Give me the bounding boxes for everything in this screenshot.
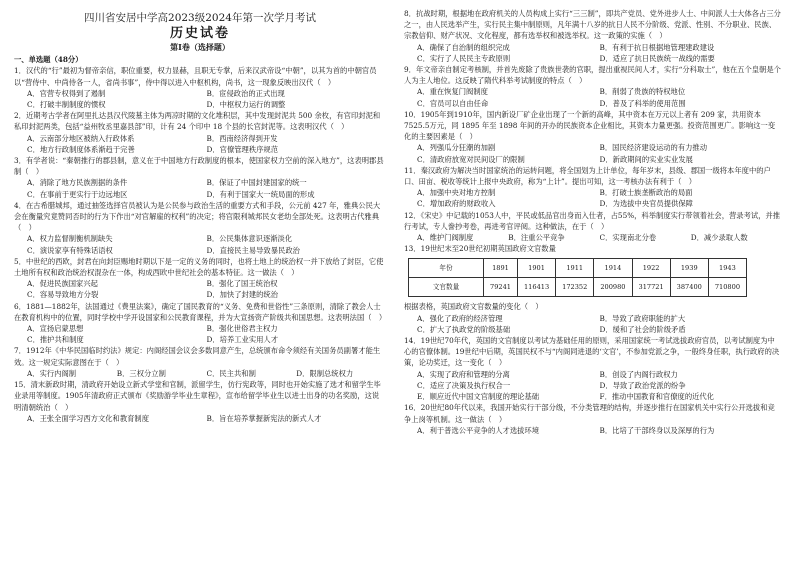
option-group [404, 187, 782, 209]
question-stem: 10．1905年到1910年，国内新设厂矿企业出现了一个新的高峰，其中资本在万元以上者有 209 家，共用资本 7525.5万元，同 1895 年至 1898 年间的开办的民族资本企业相比，其资本力量更强。投资范围更广。影响这一变化的主要因素是（ ） [404, 109, 776, 142]
question-item [14, 200, 386, 256]
answer-option: C．清政府放宽对民间设厂的限制 [417, 154, 525, 164]
answer-option: B．宦侵政治的正式出现 [206, 88, 285, 98]
answer-option: B．旨在培养掌握新宪法的新式人才 [206, 413, 322, 423]
answer-option: B．公民集体意识逐渐淡化 [206, 234, 293, 244]
option-group [404, 42, 782, 64]
answer-option: C．地方行政制度体系渐趋于完善 [27, 144, 135, 154]
table-cell: 317721 [632, 278, 670, 297]
answer-option: A．促进民族国家兴起 [27, 279, 98, 289]
answer-option: B．注重公平竞争 [508, 233, 565, 243]
question-stem: 2．近期考古学者在阿里扎达县汉代陵墓主体为两凉时期的文化堆积层，其中发现封泥共 500 余枚，有官印封泥和私印封泥两类，包括“益州牧丞里嘉县部”印，计有 24 个印中 18 个县的长官封泥等。这表明汉代（ ） [14, 111, 381, 132]
answer-option: D．为选拔中央官员提供保障 [599, 199, 693, 209]
question-item [404, 402, 782, 436]
option-group [14, 368, 386, 379]
question-item [14, 256, 386, 301]
table-cell: 1943 [708, 259, 746, 278]
answer-option: D．加快了封建的统治 [206, 290, 279, 300]
answer-option: B．比培了干部终身以及深厚的行为 [599, 425, 715, 435]
question-stem: 12．《宋史》中记载的1053人中，平民或低品官出身而入仕者，占55%，科举制度实行带领着社会，营录考试，并推行考试，专人誊抄考卷，再进考官评阅。这种做法，在于（ ） [404, 210, 781, 231]
table-header-cell: 文官数量 [409, 278, 484, 297]
question-item [404, 8, 782, 64]
option-group [14, 323, 386, 345]
answer-option: A．确保了自治制的组织完成 [417, 42, 510, 52]
question-stem: 根据表格，英国政府文官数量的变化（ ） [404, 302, 543, 312]
option-group [14, 133, 386, 155]
answer-option: B．导致了政府职能的扩大 [599, 313, 686, 323]
left-column [14, 0, 386, 424]
table-row [409, 278, 747, 297]
answer-option: D．普及了科举的使用范围 [599, 98, 686, 108]
question-stem: 11．秦汉政府为解决当时国家统治的运转问题，将全国划为上计单位，每年岁末，县级、郡国一级将本年度中的户口、田亩、税收等统计上报中央政府，称为“上计”。提出可知，这一考核办法有利于（ ） [404, 165, 771, 187]
question-item [14, 155, 386, 200]
answer-option: C．扩大了执政党的阶级基础 [417, 324, 511, 334]
table-cell: 1939 [670, 259, 708, 278]
answer-option: D．官僚管理秩序规范 [206, 144, 279, 154]
answer-option: B．创设了内阁行政权力 [599, 369, 678, 379]
civil-servant-table [408, 258, 747, 297]
option-group [14, 177, 386, 199]
exam-header [14, 11, 386, 54]
right-question-list [404, 0, 782, 436]
question-item [404, 301, 782, 335]
option-group [404, 369, 782, 403]
option-group [14, 413, 386, 424]
option-group [14, 233, 386, 255]
question-item [404, 243, 782, 254]
answer-option: E．顺应近代中国文官制度的理论基础 [417, 392, 540, 402]
answer-option: A．强化了政府的经济管理 [417, 313, 503, 323]
answer-option: C．增加政府的财政收入 [417, 199, 496, 209]
answer-option: D．限制总统权力 [296, 368, 354, 378]
section-heading: 一、单选题（48分） [14, 55, 83, 64]
left-question-list [14, 65, 386, 424]
answer-option: A．消除了地方民族割据的条件 [27, 178, 128, 188]
right-column [404, 0, 782, 436]
answer-option: A．权力监督制衡机制缺失 [27, 234, 113, 244]
answer-option: C．推护共和制度 [27, 335, 84, 345]
option-group [404, 313, 782, 335]
question-stem: 3．有学者说：“秦朝推行的郡县制，意义在于中国地方行政制度的根本，使国家权力空前的深入地方”，这表明郡县制（ ） [14, 156, 384, 177]
table-header-cell: 年份 [409, 259, 484, 278]
answer-option: D．减少录取人数 [690, 233, 748, 243]
question-stem: 1．汉代的“行”最初为督帝亲信，职位重要，权力显赫，且职无专掌，后来汉武帝设“中朝”，以其为首的中朝官员以“营侍中、中尚侍各一人，省尚书事”，侍中得以进入中枢机构，尚书，这一现象反映出汉代（ ） [14, 66, 377, 87]
answer-option: B．强化世俗君主权力 [206, 324, 278, 334]
answer-option: D．直接民主易导致暴民政治 [206, 245, 300, 255]
question-stem: 14．19世纪70年代，英国的文官制度以考试为基础任用的原则，采用国家统一考试选拔政府官员，以考试制度为中心的官僚体制。19世纪中后期，英国民权不与“内阁同进退的‘文官’，不参加党派之争，一般终身任职，执行政府的决策，论功奖迁，这一变化（ ） [404, 336, 780, 368]
question-stem: 9．年文帝亲自制定考核制，并首先废除了贵族世袭的官职，提出重视民间人才，实行“分科取士”，他在五个皇朝是个人为主人地位。这反映了隋代科举考试制度的特点（ ） [404, 65, 781, 86]
answer-option: B．强化了国王统治权 [206, 279, 278, 289]
answer-option: D．新政期间的实业实业发展 [599, 154, 693, 164]
table-cell: 172352 [556, 278, 594, 297]
answer-option: A．实行内阁制 [27, 368, 77, 378]
answer-option: B．保证了中国封建国家的统一 [206, 178, 307, 188]
answer-option: A．维护门阀制度 [417, 233, 474, 243]
option-group [14, 88, 386, 110]
answer-option: C．实行了人民民主专政原则 [417, 53, 511, 63]
question-item [404, 64, 782, 109]
question-stem: 5．中世纪的西欧，封君在向封臣赐地时期以下是一定的义务的同时，也将土地上的统治权一并下放给了封臣，它使土地所有权和政治统治权混杂在一体，构成西欧中世纪社会的基本特征。这一做法（ ） [14, 256, 384, 278]
question-stem: 4．在古希腊城邦，通过抽签选择官员被认为是公民参与政治生活的重要方式和手段，公元前 427 年，雅典公民大会在衡量究竟赞同否时的行为下作出“对官解雇的权利”的决定；将官限利城邦民女老幼全部处死。这表明古代雅典（ ） [14, 200, 381, 233]
table-cell: 1901 [517, 259, 555, 278]
table-cell: 200980 [594, 278, 632, 297]
answer-option: B．国民经济建设运动的有力推动 [599, 143, 708, 153]
option-group [404, 425, 782, 436]
question-item [14, 301, 386, 346]
answer-option: B．西南经济得到开发 [206, 133, 278, 143]
answer-option: B．削弱了贵族的特权地位 [599, 87, 686, 97]
answer-option: D．缓和了社会的阶级矛盾 [599, 324, 686, 334]
answer-option: A．列强瓜分狂潮的加剧 [417, 143, 496, 153]
answer-option: B．有利于抗日根据地管理建政建设 [599, 42, 715, 52]
answer-option: C．官员可以自由任命 [417, 98, 489, 108]
answer-option: C．民主共和制 [206, 368, 256, 378]
option-group [404, 232, 782, 243]
question-stem: 16．20世纪80年代以来，我国开始实行干部分级，不分类管理的结构，并逐步推行在国家机关中实行公开选拔和竞争上岗等机制。这一做法（ ） [404, 403, 775, 424]
table-row [409, 259, 747, 278]
option-group [404, 86, 782, 108]
answer-option: C．容易导致地方分裂 [27, 290, 99, 300]
answer-option: D．导致了政治党派的纷争 [599, 380, 686, 390]
question-item [14, 65, 386, 110]
answer-option: D．适应了抗日民族统一战线的需要 [599, 53, 715, 63]
question-item [404, 165, 782, 210]
subject-title: 历史试卷 [169, 26, 230, 41]
table-cell: 1922 [632, 259, 670, 278]
answer-option: A．王张全面学习西方文化和教育制度 [27, 413, 150, 423]
question-stem: 6．1881—1882年，法国通过《费里法案》，确定了国民教育的“义务、免费和世俗性”三条原则，清除了教会人士在教育机构中的位置，同时学校中学开设国家和公民教育课程，并为大宣扬资产阶级共和国思想。这表明法国（ ） [14, 301, 387, 322]
answer-option: C．实现南北分卷 [599, 233, 657, 243]
table-cell: 1911 [556, 259, 594, 278]
table-cell: 710800 [708, 278, 746, 297]
answer-option: A．重在恢复门阀制度 [417, 87, 488, 97]
answer-option: A．加强中央对地方控制 [417, 188, 496, 198]
question-stem: 15．清末新政时期，清政府开始设立新式学堂和官制，派留学生，仿行宪政等，同时也开始实施了选才和留学生毕业录用等制度。1905年清政府正式颁布《奖励游学毕业生章程》，宣布给留学毕业生以进士出身的功名奖励，这说明清朝统治（ ） [14, 380, 381, 412]
table-cell: 1891 [484, 259, 518, 278]
part-title: 第I卷（选择题） [170, 42, 230, 52]
answer-option: D．培养工业实用人才 [206, 335, 279, 345]
answer-option: D．中枢权力运行的调整 [206, 100, 286, 110]
table-cell: 79241 [484, 278, 518, 297]
answer-option: C．在事前于更实行于边远地区 [27, 189, 128, 199]
answer-option: C．适应了决策及执行权合一 [417, 380, 511, 390]
question-item [14, 379, 386, 424]
answer-option: A．利于普选公平竞争的人才选拔环境 [417, 425, 540, 435]
exam-title: 四川省安居中学高2023级2024年第一次学月考试 [84, 12, 316, 24]
question-stem: 8．抗战时期，根据地在政府机关的人员构成上实行“三三制”，即共产党员、党外进步人士、中间派人士大体各占三分之一，由人民选举产生，实行民主集中制原则，凡年满十八岁的抗日人民不分阶级、党派、性别、不分职业、民族、宗教信仰、财产状况、文化程度，都有选举权和被选举权。这一政策的实施（ ） [404, 9, 781, 41]
table-cell: 387400 [670, 278, 708, 297]
answer-option: C．打破丰制制度的惯权 [27, 100, 106, 110]
table-cell: 116413 [517, 278, 555, 297]
answer-option: A．实现了政府和管理的分离 [417, 369, 510, 379]
option-group [404, 142, 782, 164]
answer-option: C．演说家享有特殊话语权 [27, 245, 113, 255]
answer-option: A．宣扬启蒙思想 [27, 324, 84, 334]
answer-option: D．有利于国家大一统局面的形成 [206, 189, 315, 199]
option-group [14, 278, 386, 300]
answer-option: F．推动中国教育和官僚度的近代化 [599, 392, 715, 402]
answer-option: A．云南部分地区被纳入行政体系 [27, 133, 135, 143]
question-item [14, 345, 386, 379]
answer-option: B．三权分立制 [116, 368, 166, 378]
answer-option: B．打破士族垄断政治的局面 [599, 188, 693, 198]
question-item [14, 110, 386, 155]
question-item [404, 335, 782, 402]
table-cell: 1914 [594, 259, 632, 278]
question-stem: 7．1912年《中华民国临时约法》规定：内阁经国会议会多数同意产生，总统颁布命令须经有关国务员副署才能生效。这一规定实际意图在于（ ） [14, 346, 381, 367]
question-item [404, 210, 782, 244]
answer-option: A．官营专权得到了遏制 [27, 88, 106, 98]
question-item [404, 109, 782, 165]
question-stem: 13．19世纪末至20世纪初期英国政府文官数量 [404, 244, 556, 254]
